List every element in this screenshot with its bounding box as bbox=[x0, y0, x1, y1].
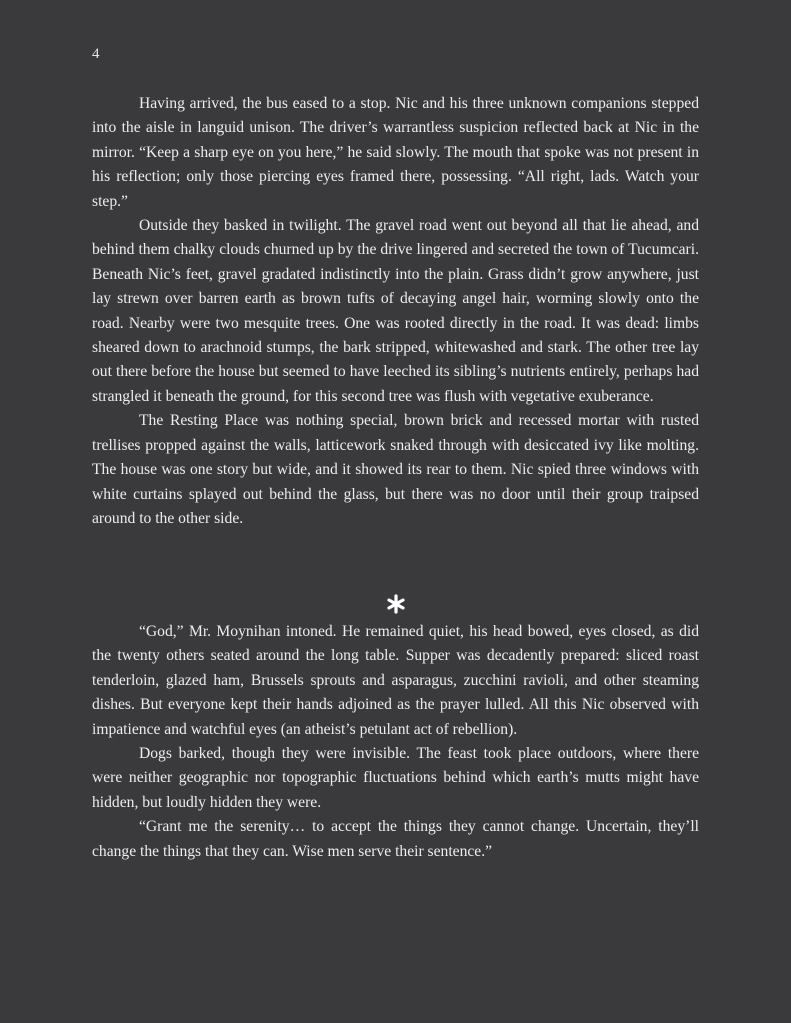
paragraph: Outside they basked in twilight. The gravel road went out beyond all that lie ahead, and behind them chalky clouds churned up by the drive lingered and secreted the town of Tucumcari. Beneath Nic’s feet, gravel gradated indistinctly into the plain. Grass didn’t grow anywhere, just lay strewn over barren earth as brown tufts of decaying angel hair, worming slowly onto the road. Nearby were two mesquite trees. One was rooted directly in the road. It was dead: limbs sheared down to arachnoid stumps, the bark stripped, whitewashed and stark. The other tree lay out there before the house but seemed to have leeched its sibling’s nutrients entirely, perhaps had strangled it beneath the ground, for this second tree was flush with vegetative exuberance. bbox=[92, 217, 699, 405]
paragraph: The Resting Place was nothing special, brown brick and recessed mortar with rusted trellises propped against the walls, latticework snaked through with desiccated ivy like molting. The house was one story but wide, and it showed its rear to them. Nic spied three windows with white curtains splayed out behind the glass, but there was no door until their group traipsed around to the other side. bbox=[92, 412, 699, 527]
section-one-text bbox=[92, 92, 699, 531]
section-two-text bbox=[92, 620, 699, 864]
page-number: 4 bbox=[92, 46, 100, 62]
paragraph: “God,” Mr. Moynihan intoned. He remained quiet, his head bowed, eyes closed, as did the twenty others seated around the long table. Supper was decadently prepared: sliced roast tenderloin, glazed ham, Brussels sprouts and asparagus, zucchini ravioli, and other steaming dishes. But everyone kept their hands adjoined as the prayer lulled. All this Nic observed with impatience and watchful eyes (an atheist’s petulant act of rebellion). bbox=[92, 623, 699, 738]
asterisk-ornament-icon bbox=[384, 592, 408, 616]
paragraph: Dogs barked, though they were invisible. The feast took place outdoors, where there were neither geographic nor topographic fluctuations behind which earth’s mutts might have hidden, but loudly hidden they were. bbox=[92, 745, 699, 811]
paragraph: “Grant me the serenity… to accept the things they cannot change. Uncertain, they’ll change the things that they can. Wise men serve their sentence.” bbox=[92, 818, 699, 860]
paragraph: Having arrived, the bus eased to a stop. Nic and his three unknown companions stepped into the aisle in languid unison. The driver’s warrantless suspicion reflected back at Nic in the mirror. “Keep a sharp eye on you here,” he said slowly. The mouth that spoke was not present in his reflection; only those piercing eyes framed there, possessing. “All right, lads. Watch your step.” bbox=[92, 95, 699, 210]
